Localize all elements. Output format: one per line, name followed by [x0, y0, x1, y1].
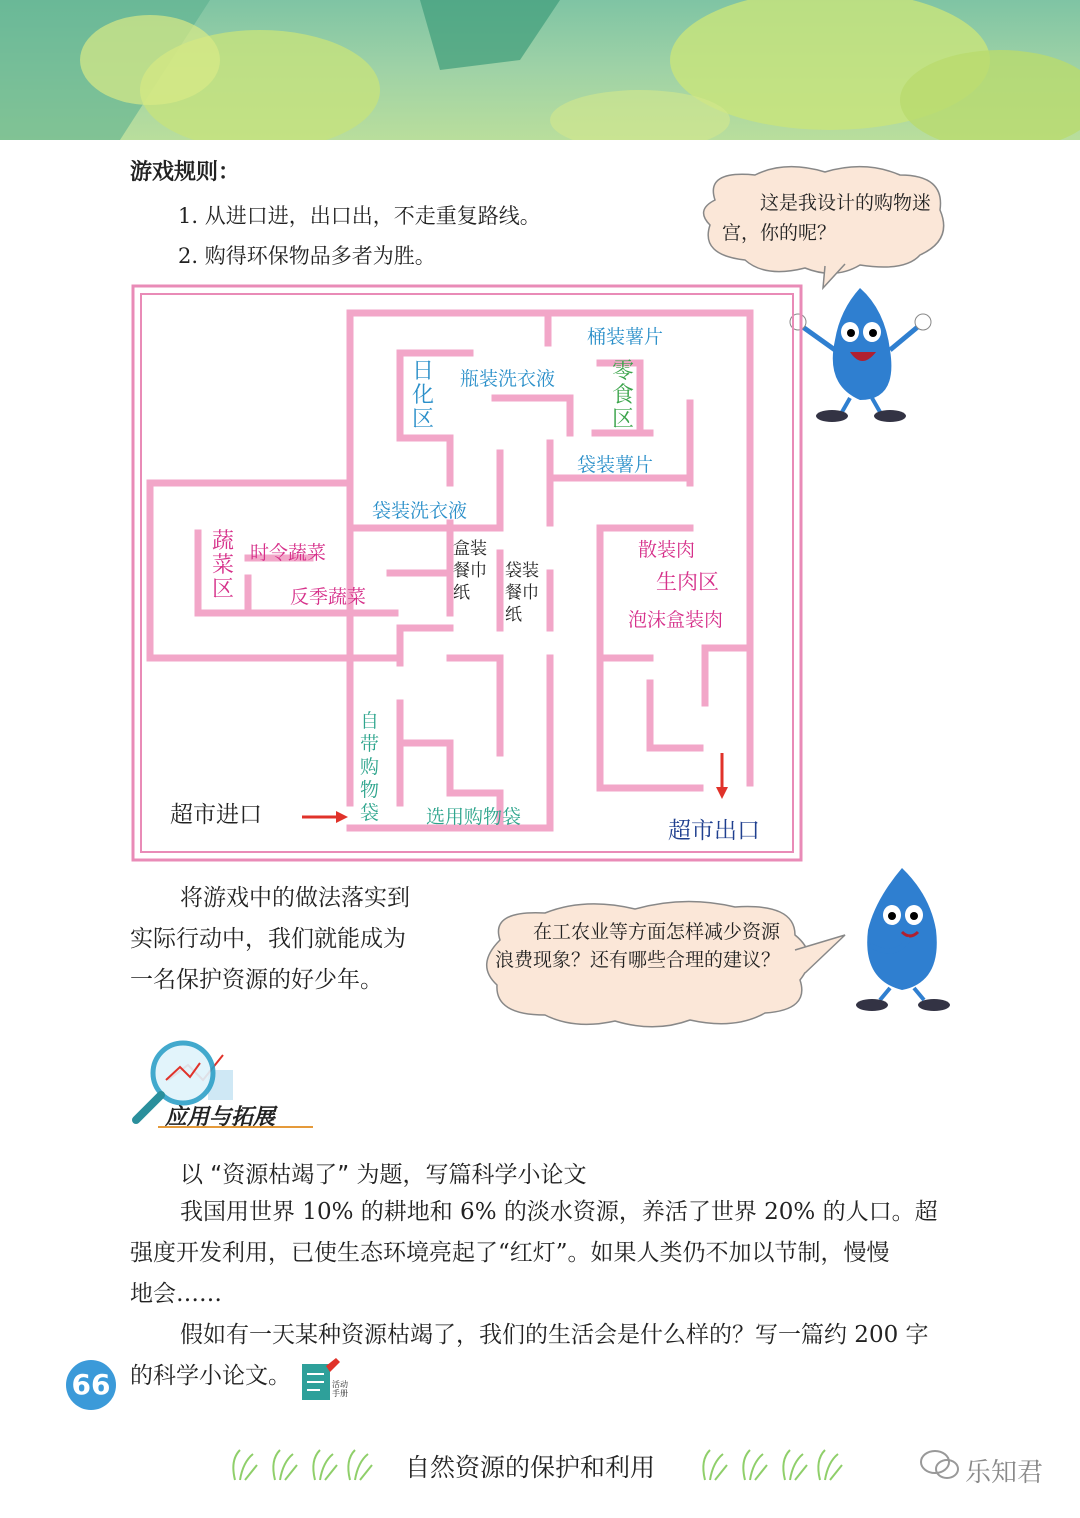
label-bag-napkin: 袋装餐巾纸 [505, 561, 539, 625]
label-entrance: 超市进口 [170, 802, 262, 828]
label-veg-zone: 蔬菜区 [212, 529, 235, 602]
rule-1: 1. 从进口进，出口出，不走重复路线。 [178, 204, 541, 228]
grass-decoration-right [695, 1440, 855, 1485]
rules-title: 游戏规则： [130, 159, 241, 185]
tree-banner-illustration [0, 0, 1080, 140]
speech-text-top: 这是我设计的购物迷宫，你的呢？ [722, 192, 932, 244]
label-daily-zone: 日化区 [412, 359, 435, 432]
essay-p1-line-2: 强度开发利用，已使生态环境亮起了“红灯”。如果人类仍不加以节制，慢慢 [130, 1240, 890, 1266]
essay-p2-line-1: 假如有一天某种资源枯竭了，我们的生活会是什么样的？写一篇约 200 字 [180, 1322, 929, 1348]
label-bag-detergent: 袋装洗衣液 [372, 500, 468, 522]
label-bottle-detergent: 瓶装洗衣液 [460, 368, 556, 390]
grass-decoration-left [225, 1440, 385, 1485]
label-bag-chips: 袋装薯片 [577, 454, 654, 476]
speech-text-bottom: 在工农业等方面怎样减少资源浪费现象？还有哪些合理的建议？ [495, 921, 781, 971]
body-line-1: 将游戏中的做法落实到 [180, 885, 410, 911]
essay-p1-line-3: 地会…… [130, 1281, 222, 1307]
section-title: 应用与拓展 [165, 1105, 276, 1130]
label-snack-zone: 零食区 [612, 359, 635, 432]
label-foam-meat: 泡沫盒装肉 [628, 609, 724, 631]
label-meat-zone: 生肉区 [656, 570, 719, 594]
essay-p2-line-2: 的科学小论文。 [130, 1363, 291, 1389]
label-exit: 超市出口 [668, 818, 760, 844]
label-own-bag: 自带购物袋 [360, 710, 380, 824]
label-bulk-meat: 散装肉 [638, 539, 696, 561]
body-line-2: 实际行动中，我们就能成为 [130, 926, 406, 952]
footer-title: 自然资源的保护和利用 [405, 1453, 656, 1482]
watermark-text: 乐知君 [965, 1458, 1044, 1488]
activity-handbook-label: 活动手册 [332, 1380, 348, 1398]
rule-2: 2. 购得环保物品多者为胜。 [178, 244, 436, 268]
wechat-icon [918, 1448, 962, 1482]
page-number: 66 [66, 1360, 116, 1410]
mascot-thinking [840, 860, 960, 1020]
essay-heading: 以 “资源枯竭了” 为题，写篇科学小论文 [180, 1162, 587, 1188]
header-banner [0, 0, 1080, 140]
label-seasonal-veg: 时令蔬菜 [250, 542, 327, 564]
body-line-3: 一名保护资源的好少年。 [130, 967, 383, 993]
label-offseason-veg: 反季蔬菜 [290, 586, 367, 608]
essay-p1-line-1: 我国用世界 10% 的耕地和 6% 的淡水资源，养活了世界 20% 的人口。超 [180, 1199, 938, 1225]
label-choose-bag: 选用购物袋 [426, 806, 522, 828]
label-barrel-chips: 桶装薯片 [587, 326, 664, 348]
label-box-napkin: 盒装餐巾纸 [453, 539, 487, 603]
activity-handbook-icon [300, 1358, 356, 1404]
